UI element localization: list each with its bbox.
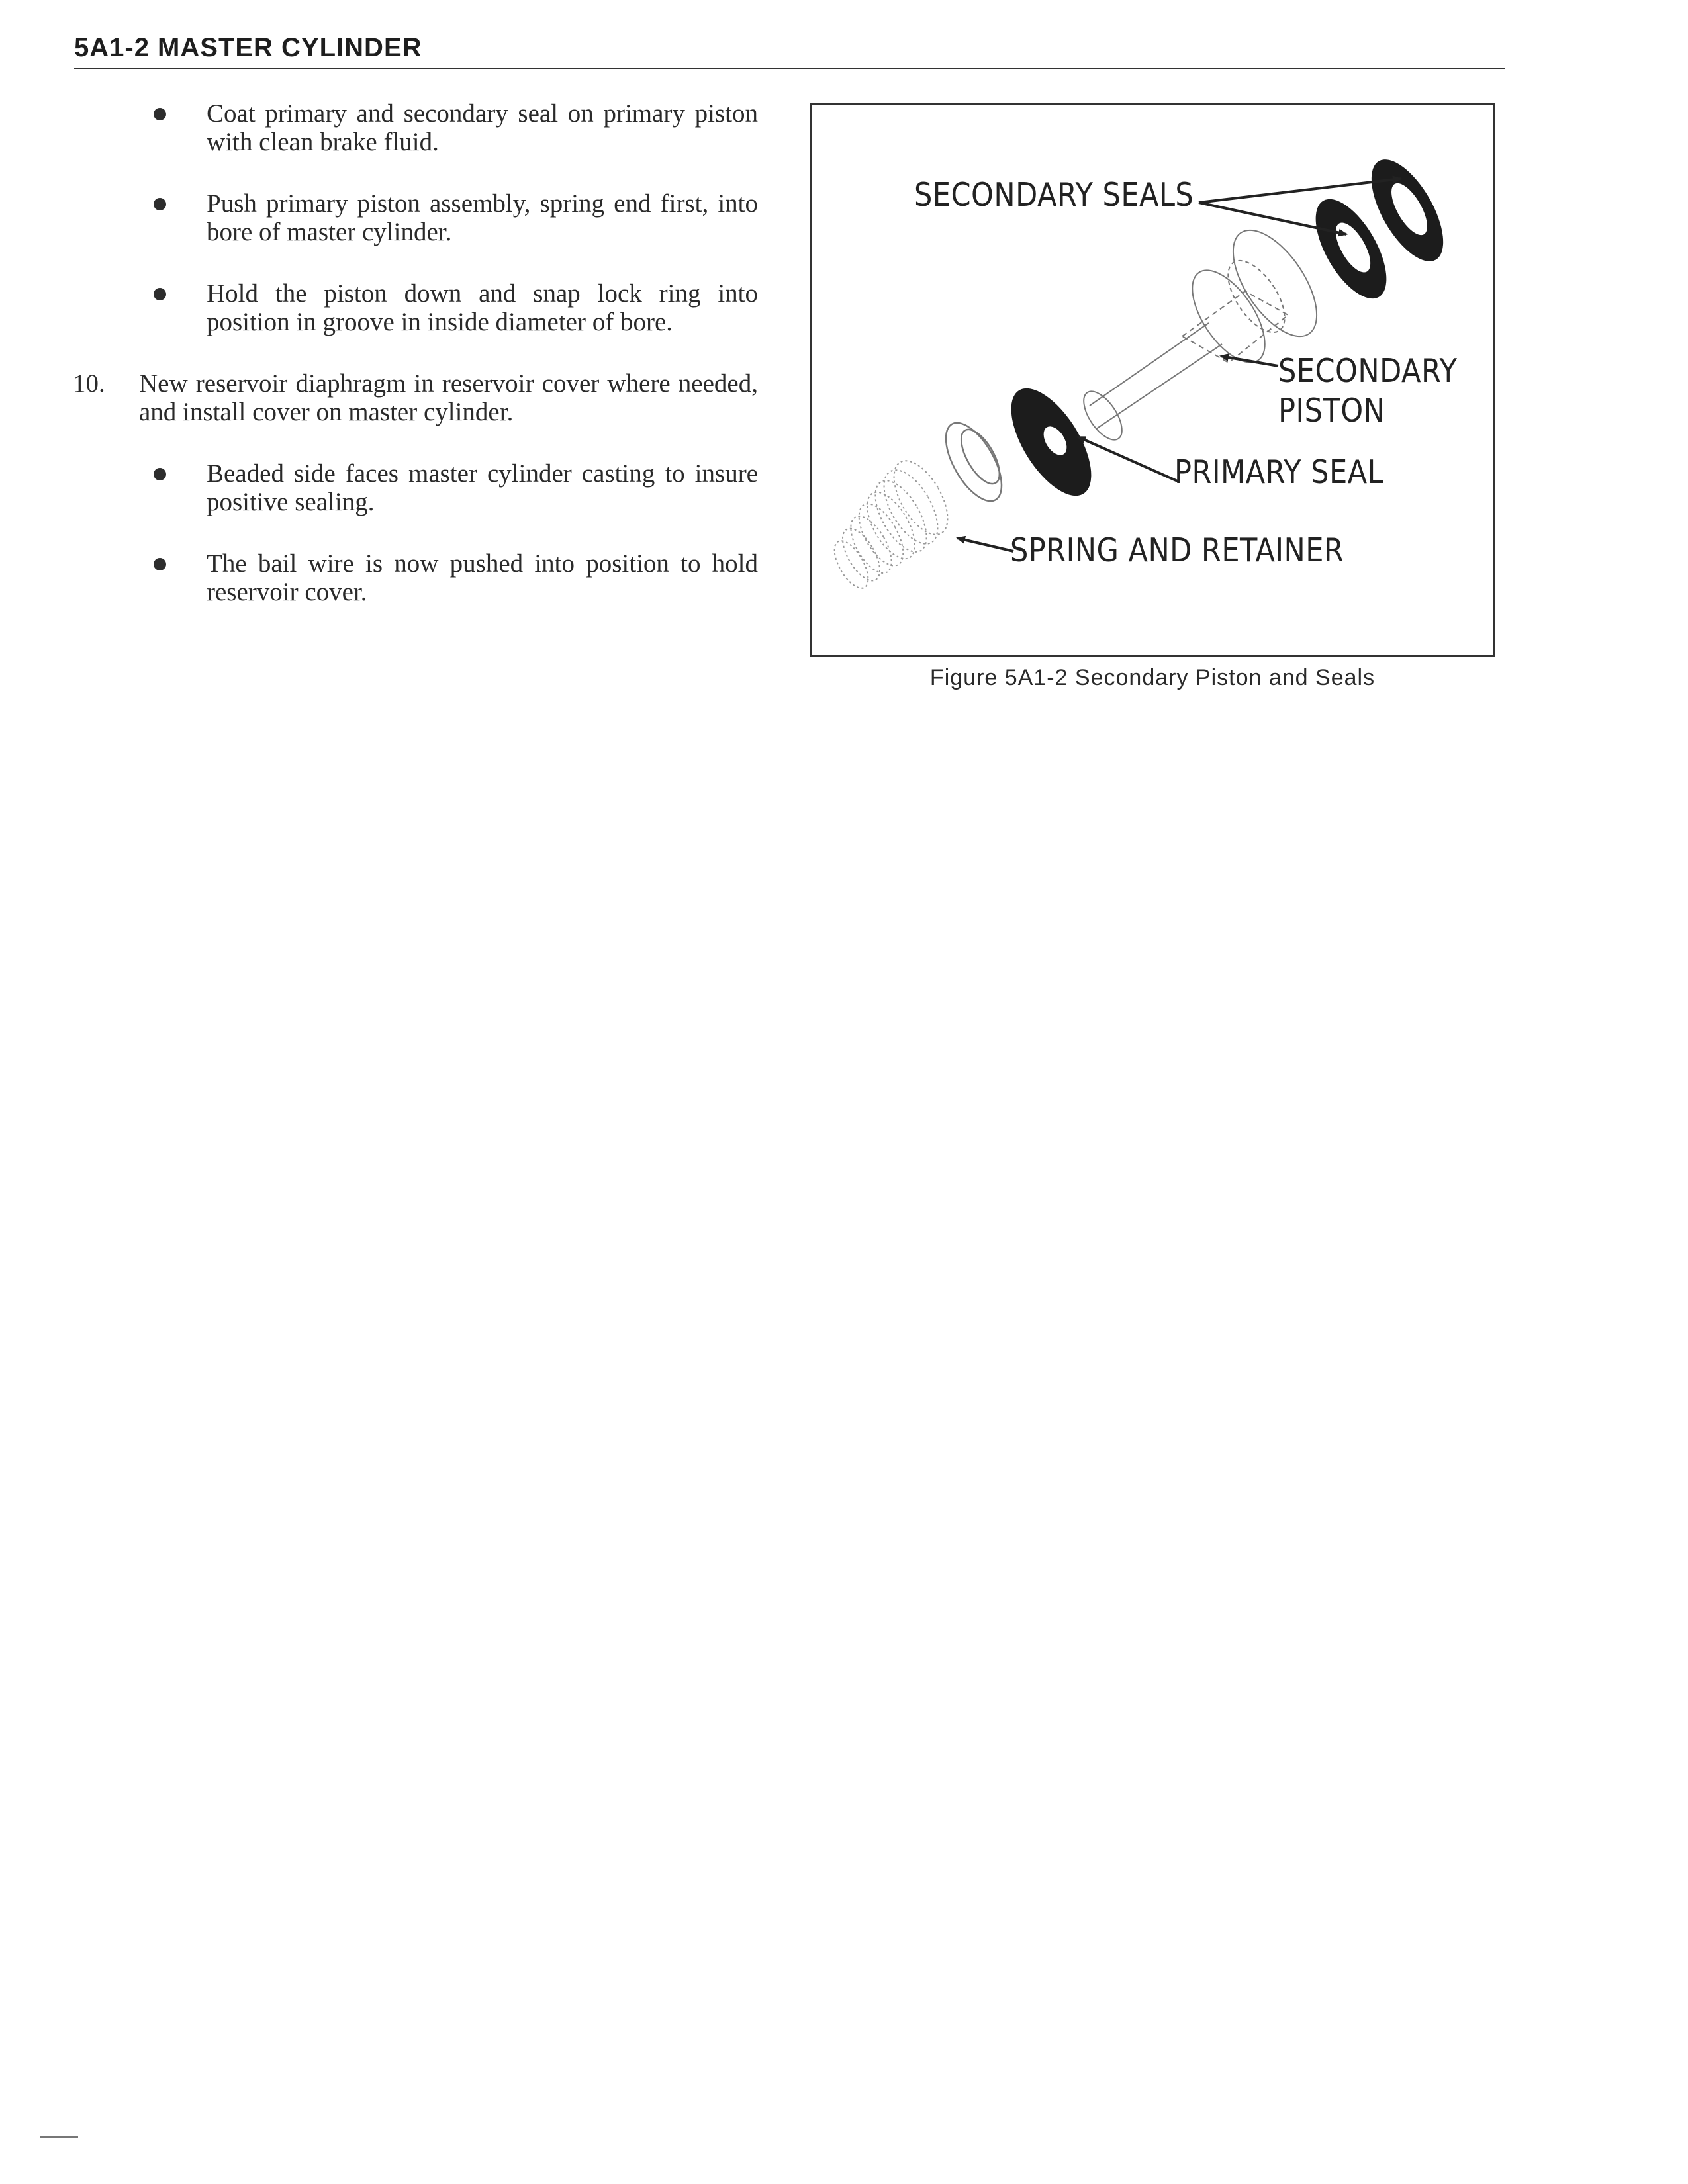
instruction-bullet xyxy=(66,189,758,246)
bullet-icon xyxy=(154,288,166,300)
label-secondary-seals: SECONDARY SEALS xyxy=(914,176,1194,214)
bullet-text: Coat primary and secondary seal on primary piston with clean brake fluid. xyxy=(207,99,758,156)
retainer-graphic xyxy=(935,414,1013,510)
bullet-text: Push primary piston assembly, spring end first, into bore of master cylinder. xyxy=(207,189,758,246)
step-text: New reservoir diaphragm in reservoir cover where needed, and install cover on master cylinder. xyxy=(139,369,758,426)
instruction-bullet xyxy=(66,459,758,516)
label-secondary-piston-line1: SECONDARY xyxy=(1278,352,1458,390)
label-secondary-piston-line2: PISTON xyxy=(1278,392,1385,430)
instruction-bullet xyxy=(66,279,758,336)
instruction-bullet xyxy=(66,99,758,156)
bullet-text: Hold the piston down and snap lock ring into position in groove in inside diameter of bore. xyxy=(207,279,758,336)
step-number: 10. xyxy=(73,369,105,398)
spring-graphic xyxy=(827,452,959,593)
bullet-icon xyxy=(154,108,166,120)
page-header-title: 5A1-2 MASTER CYLINDER xyxy=(74,33,422,62)
bullet-text: Beaded side faces master cylinder casting to insure positive sealing. xyxy=(207,459,758,516)
instructions-column xyxy=(66,99,758,639)
bullet-icon xyxy=(154,558,166,570)
instruction-step-10 xyxy=(66,369,758,426)
footer-mark xyxy=(40,2136,78,2138)
bullet-icon xyxy=(154,468,166,480)
figure-frame xyxy=(810,103,1495,657)
bullet-icon xyxy=(154,198,166,210)
label-primary-seal: PRIMARY SEAL xyxy=(1174,453,1384,491)
bullet-text: The bail wire is now pushed into position to hold reservoir cover. xyxy=(207,549,758,606)
label-spring-and-retainer: SPRING AND RETAINER xyxy=(1010,531,1344,569)
header-rule xyxy=(74,68,1505,69)
figure-caption: Figure 5A1-2 Secondary Piston and Seals xyxy=(929,665,1376,690)
instruction-bullet xyxy=(66,549,758,606)
